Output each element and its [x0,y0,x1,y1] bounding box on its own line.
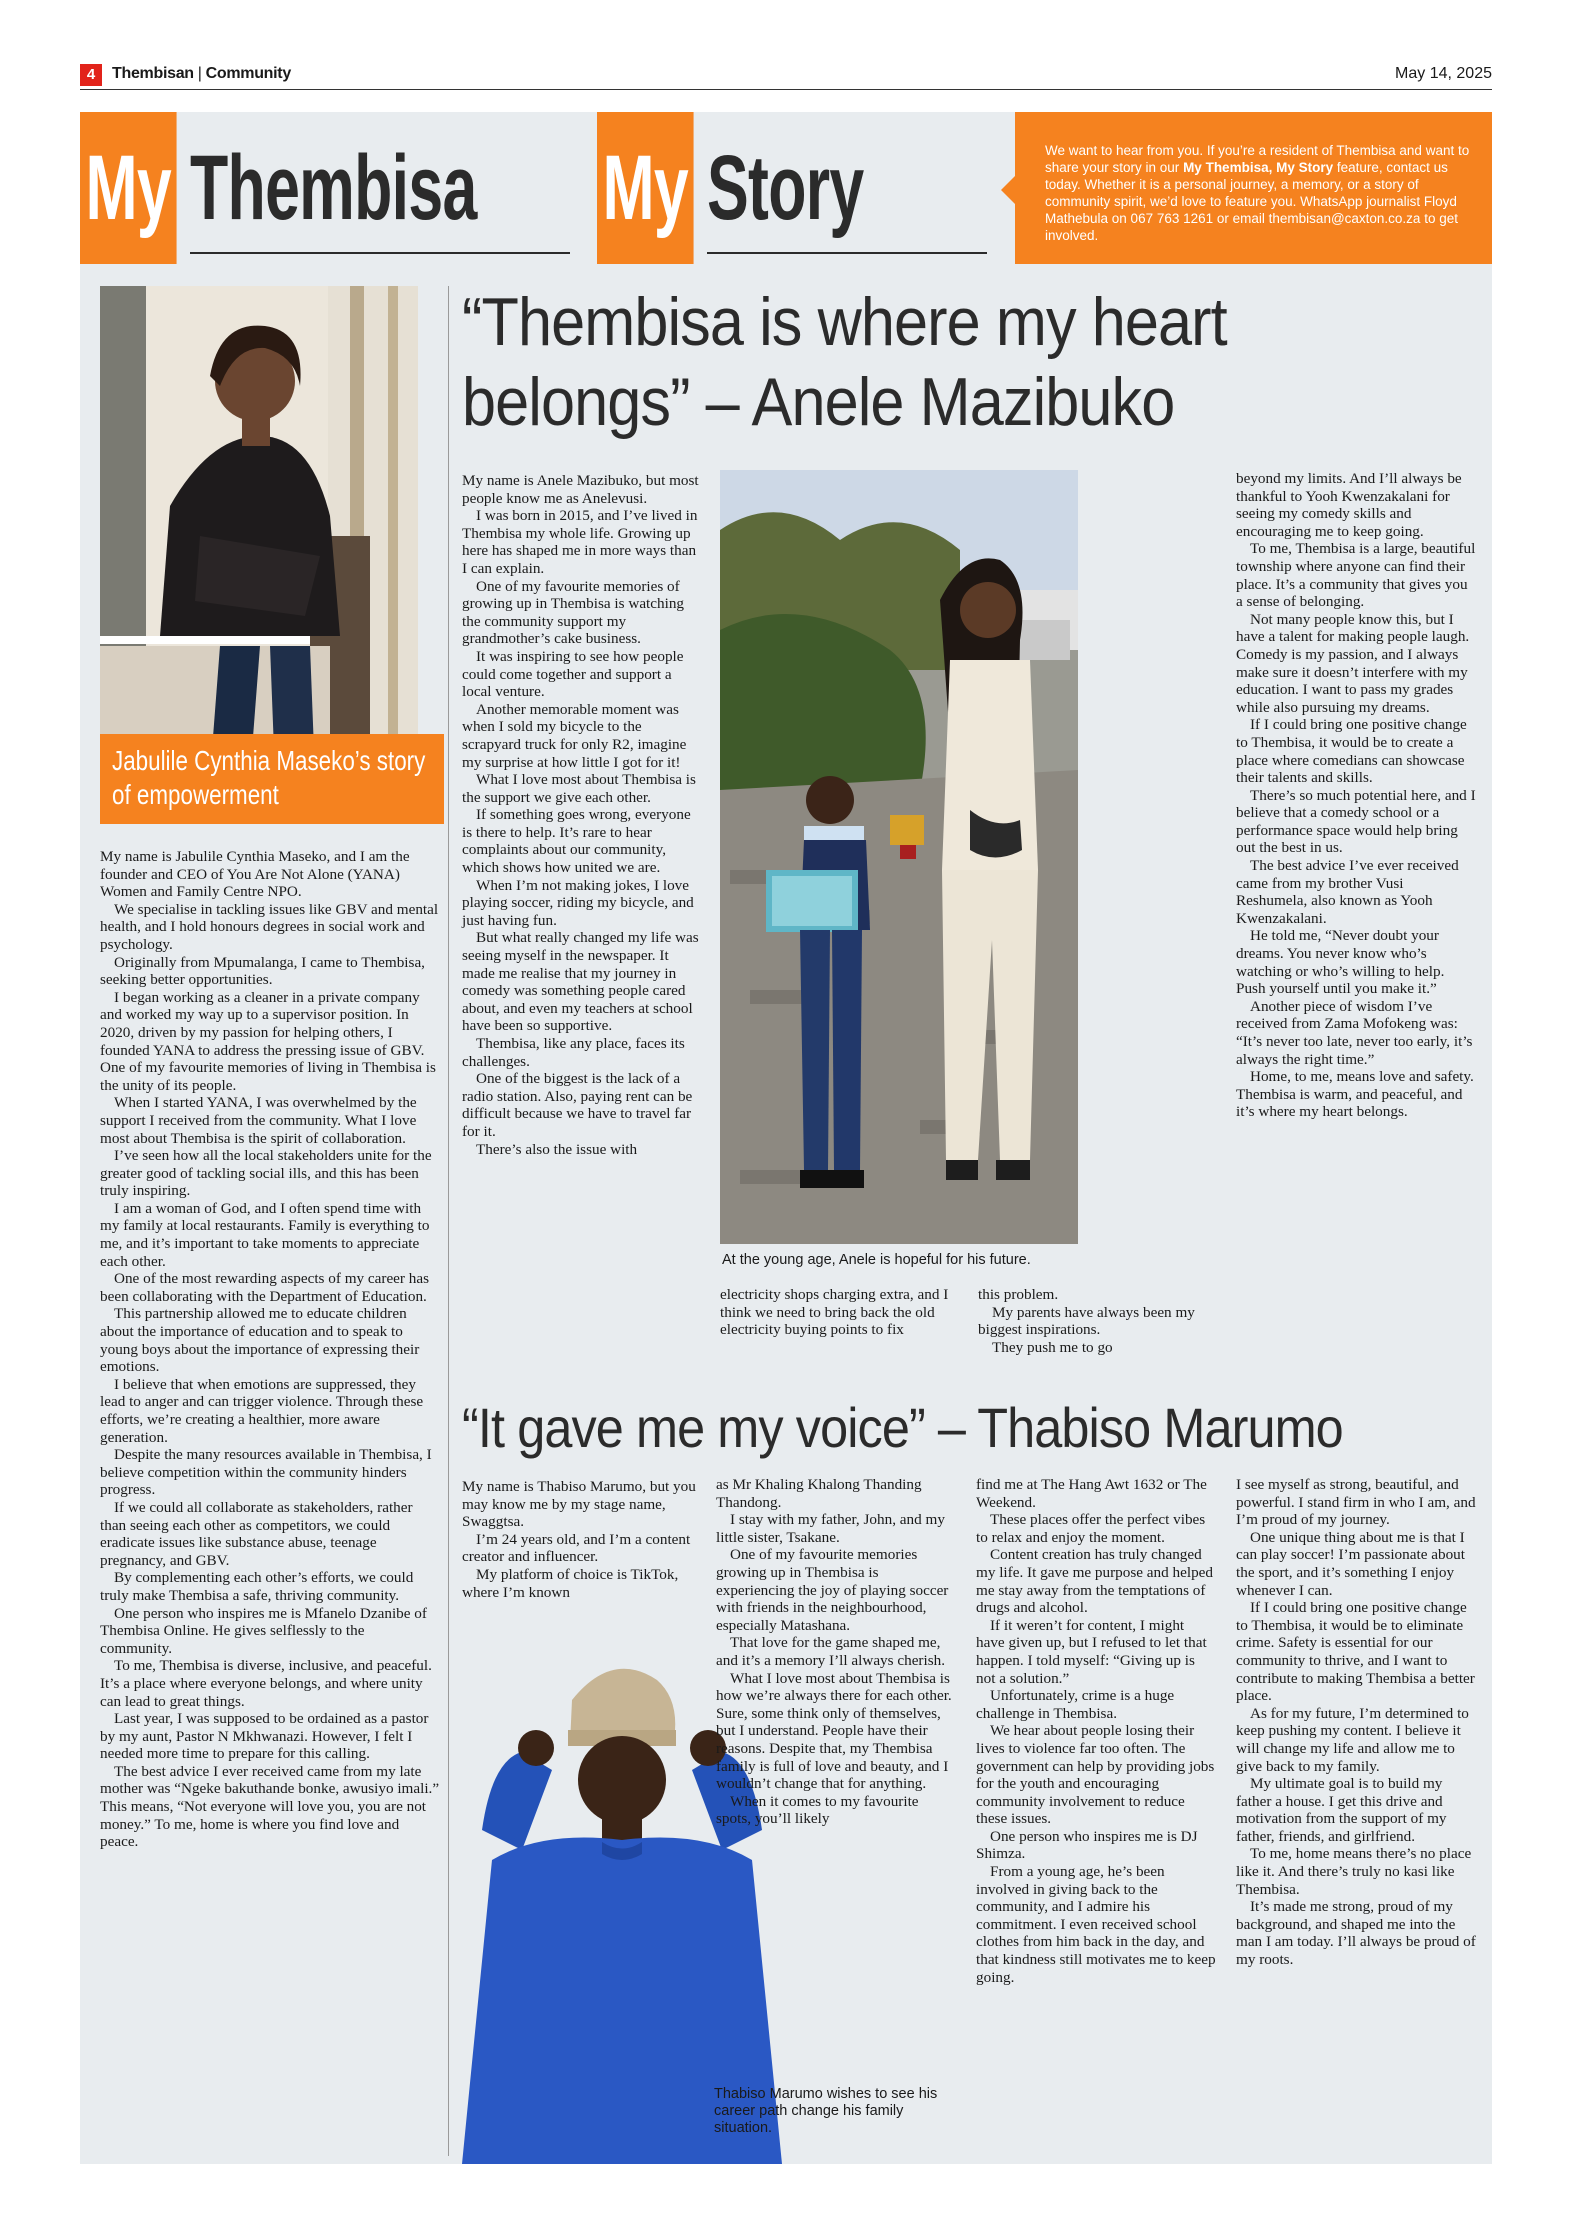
masthead-word-thembisa: Thembisa [190,137,477,239]
paragraph: The best advice I’ve ever received came from my brother Vusi Reshumela, also known as Yooh Kwenzakalani. [1236,857,1459,927]
paragraph: Last year, I was supposed to be ordained as a pastor by my aunt, Pastor N Mkhwanazi. However, I felt I needed more time to prepare for this calling. [100,1710,429,1763]
publication-section [112,65,291,83]
blurb-pre: We want to hear from you. If you’re a resident of Thembisa and want to share your story in our [1045,143,1470,175]
paragraph: I see myself as strong, beautiful, and powerful. I stand firm in who I am, and I’m proud of my journey. [1236,1476,1476,1529]
paragraph: There’s also the issue with [476,1140,638,1158]
paragraph: find me at The Hang Awt 1632 or The Weekend. [976,1476,1207,1511]
paragraph: It’s made me strong, proud of my background, and shaped me into the man I am today. I’ll always be proud of my roots. [1236,1898,1476,1969]
paragraph: My ultimate goal is to build my father a house. I get this drive and motivation from the support of my father, friends, and girlfriend. [1236,1775,1447,1845]
thabiso-column-1 [462,1478,698,1601]
paragraph: My parents have always been my biggest inspirations. [978,1303,1195,1339]
anele-photo [720,470,1078,1244]
paragraph: To me, Thembisa is a large, beautiful township where anyone can find their place. It’s a community that gives you a sense of belonging. [1236,540,1476,611]
column-rule-left [448,286,449,2156]
paragraph: When I’m not making jokes, I love playing soccer, riding my bicycle, and just having fun. [462,876,694,929]
thabiso-column-4 [1236,1476,1476,1969]
paragraph: I am a woman of God, and I often spend time with my family at local restaurants. Family is everything to me, and it’s important to take moments to appreciate each other. [100,1199,430,1270]
paragraph: One of the biggest is the lack of a radio station. Also, paying rent can be difficult because we have to travel far for it. [462,1070,693,1140]
paragraph: One person who inspires me is Mfanelo Dzanibe of Thembisa Online. He gives selflessly to the community. [100,1604,427,1657]
masthead-blurb [1015,112,1492,264]
masthead-word-story: Story [707,137,864,239]
paragraph: I began working as a cleaner in a private company and worked my way up to a supervisor position. In 2020, driven by my passion for helping others, I founded YANA to address the pressing issue of GBV. One of my favourite memories of living in Thembisa is the unity of its people. [100,988,436,1094]
paragraph: That love for the game shaped me, and it’s a memory I’ll always cherish. [716,1634,946,1669]
folio-bar [80,64,1492,90]
paragraph: Not many people know this, but I have a talent for making people laugh. Comedy is my passion, and I always make sure it doesn’t interfere with my education. I want to pass my grades while also pursuing my dreams. [1236,610,1470,716]
paragraph: If it weren’t for content, I might have given up, but I refused to let that happen. I told myself: “Giving up is not a solution.” [976,1616,1207,1687]
paragraph: To me, home means there’s no place like it. And there’s truly no kasi like Thembisa. [1236,1845,1472,1898]
anele-photo-illustration [720,470,1078,1244]
paragraph: When it comes to my favourite spots, you’ll likely [716,1792,919,1828]
thabiso-headline: “It gave me my voice” – Thabiso Marumo [462,1396,1343,1459]
paragraph: They push me to go [992,1338,1113,1356]
paragraph: I believe that when emotions are suppressed, they lead to anger and can trigger violence. Through these efforts, we’re creating a healthier, more aware generation. [100,1375,424,1446]
paragraph: One of my favourite memories growing up in Thembisa is experiencing the joy of playing soccer with friends in the neighbourhood, especially Matashana. [716,1546,949,1634]
paragraph: One person who inspires me is DJ Shimza. [976,1827,1198,1863]
blurb-post: feature, contact us today. Whether it is a personal journey, a memory, or a story of community spirit, we’d love to feature you. WhatsApp journalist Floyd Mathebula on 067 763 1261 or email thembisan@caxton.co.za to get involved. [1045,160,1458,243]
jabulile-photo [100,286,418,776]
paragraph: By complementing each other’s efforts, we could truly make Thembisa a safe, thriving community. [100,1569,414,1604]
paragraph: If we could all collaborate as stakeholders, rather than seeing each other as competitors, we could eradicate issues like substance abuse, teenage pregnancy, and GBV. [100,1498,413,1569]
jabulile-banner-title: Jabulile Cynthia Maseko’s story of empowerment [112,745,426,810]
paragraph: I was born in 2015, and I’ve lived in Thembisa my whole life. Growing up here has shaped me in more ways than I can explain. [462,507,698,577]
masthead [80,112,1492,264]
paragraph: To me, Thembisa is diverse, inclusive, and peaceful. It’s a place where everyone belongs, and where unity can lead to great things. [100,1657,432,1710]
paragraph: If something goes wrong, everyone is there to help. It’s rare to hear complaints about our community, which shows how united we are. [462,806,691,877]
paragraph: We specialise in tackling issues like GBV and mental health, and I hold honours degrees in social work and psychology. [100,900,439,953]
paragraph: It was inspiring to see how people could come together and support a local venture. [462,647,684,701]
paragraph: From a young age, he’s been involved in giving back to the community, and I admire his commitment. I even received school clothes from him back in the day, and that kindness still motivates me to keep going. [976,1863,1216,1986]
paragraph: There’s so much potential here, and I believe that a comedy school or a performance space would help bring out the best in us. [1236,786,1476,857]
paragraph: He told me, “Never doubt your dreams. You never know who’s watching or who’s willing to help. Push yourself until you make it.” [1236,927,1445,998]
paragraph: My name is Jabulile Cynthia Maseko, and I am the founder and CEO of You Are Not Alone (YANA) Women and Family Centre NPO. [100,848,410,901]
issue-date: May 14, 2025 [1395,65,1492,82]
masthead-underline-2 [707,252,987,254]
paragraph: I stay with my father, John, and my little sister, Tsakane. [716,1511,945,1546]
paragraph: Originally from Mpumalanga, I came to Thembisa, seeking better opportunities. [100,953,425,989]
paragraph: My name is Thabiso Marumo, but you may know me by my stage name, Swaggtsa. [462,1478,696,1531]
page-number: 4 [80,64,102,86]
anele-photo-caption: At the young age, Anele is hopeful for his future. [722,1252,1031,1268]
paragraph: We hear about people losing their lives to violence far too often. The government can help by providing jobs for the youth and encouraging community involvement to reduce these issues. [976,1722,1215,1828]
folio-separator: | [197,65,202,82]
paragraph: as Mr Khaling Khalong Thanding Thandong. [716,1476,922,1511]
masthead-word-my-1: My [80,112,176,264]
thabiso-column-3 [976,1476,1216,1986]
paragraph: electricity shops charging extra, and I think we need to bring back the old electricity buying points to fix [720,1286,949,1339]
paragraph: These places offer the perfect vibes to relax and enjoy the moment. [976,1511,1206,1546]
paragraph: As for my future, I’m determined to keep pushing my content. I believe it will change my life and allow me to give back to my family. [1236,1704,1469,1775]
paragraph: If I could bring one positive change to Thembisa, it would be to eliminate crime. Safety is essential for our community to thrive, and I want to contribute to making Thembisa a better place. [1236,1599,1475,1705]
jabulile-story-body [100,848,440,1851]
anele-column-1 [462,472,704,1158]
thabiso-column-2 [716,1476,956,1828]
anele-headline: “Thembisa is where my heart belongs” – Anele Mazibuko [462,284,1227,440]
paragraph: beyond my limits. And I’ll always be thankful to Yooh Kwenzakalani for seeing my comedy skills and encouraging me to keep going. [1236,470,1462,540]
paragraph: What I love most about Thembisa is the support we give each other. [462,771,696,806]
anele-column-4 [1236,470,1476,1121]
paragraph: Despite the many resources available in Thembisa, I believe competition within the community hinders progress. [100,1446,432,1499]
paragraph: The best advice I ever received came from my late mother was “Ngeke bakuthande bonke, awusiyo imali.” This means, “Not everyone will love you, you are not money.” To me, home is where you find love and peace. [100,1762,440,1851]
section-name: Community [205,65,291,82]
anele-column-2 [720,1286,964,1339]
jabulile-photo-illustration [100,286,418,776]
blurb-feature-name: My Thembisa, My Story [1183,160,1334,175]
paragraph: Another piece of wisdom I’ve received from Zama Mofokeng was: “It’s never too late, never too early, it’s always the right time.” [1236,997,1473,1068]
masthead-word-my-2: My [597,112,693,264]
paragraph: What I love most about Thembisa is how we’re always there for each other. Sure, some think only of themselves, but I understand. People have their reasons. Despite that, my Thembisa family is full of love and beauty, and I wouldn’t change that for anything. [716,1669,952,1793]
paragraph: My name is Anele Mazibuko, but most people know me as Anelevusi. [462,472,699,507]
paragraph: If I could bring one positive change to Thembisa, it would be to create a place where comedians can showcase their talents and skills. [1236,716,1467,787]
paragraph: One of my favourite memories of growing up in Thembisa is watching the community support my grandmother’s cake business. [462,577,685,648]
paragraph: My platform of choice is TikTok, where I’m known [462,1565,679,1601]
paragraph: Thembisa, like any place, faces its challenges. [462,1035,685,1070]
anele-column-3 [978,1286,1214,1356]
paragraph: When I started YANA, I was overwhelmed by the support I received from the community. What I love most about Thembisa is the spirit of collaboration. [100,1094,417,1147]
paragraph: Content creation has truly changed my life. It gave me purpose and helped me stay away from the temptations of drugs and alcohol. [976,1546,1214,1617]
paragraph: I’m 24 years old, and I’m a content creator and influencer. [462,1530,691,1566]
paragraph: One of the most rewarding aspects of my career has been collaborating with the Department of Education. [100,1270,430,1305]
paragraph: Home, to me, means love and safety. Thembisa is warm, and peaceful, and it’s where my heart belongs. [1236,1068,1474,1121]
jabulile-banner [100,734,444,824]
thabiso-photo-caption: Thabiso Marumo wishes to see his career path change his family situation. [714,2086,938,2136]
publication-name: Thembisan [112,65,194,82]
paragraph: This partnership allowed me to educate children about the importance of education and to speak to young boys about the importance of expressing their emotions. [100,1305,420,1376]
masthead-underline-1 [190,252,570,254]
paragraph: this problem. [978,1286,1059,1303]
paragraph: I’ve seen how all the local stakeholders unite for the greater good of tackling social ills, and this has been truly inspiring. [100,1147,432,1200]
paragraph: But what really changed my life was seeing myself in the newspaper. It made me realise that my journey in comedy was something people cared about, and even my teachers at school have been so supportive. [462,929,699,1035]
paragraph: Another memorable moment was when I sold my bicycle to the scrapyard truck for only R2, imagine my surprise at how little I got for it! [462,700,687,771]
paragraph: One unique thing about me is that I can play soccer! I’m passionate about the sport, and it’s something I enjoy whenever I can. [1236,1528,1465,1599]
paragraph: Unfortunately, crime is a huge challenge in Thembisa. [976,1687,1175,1722]
